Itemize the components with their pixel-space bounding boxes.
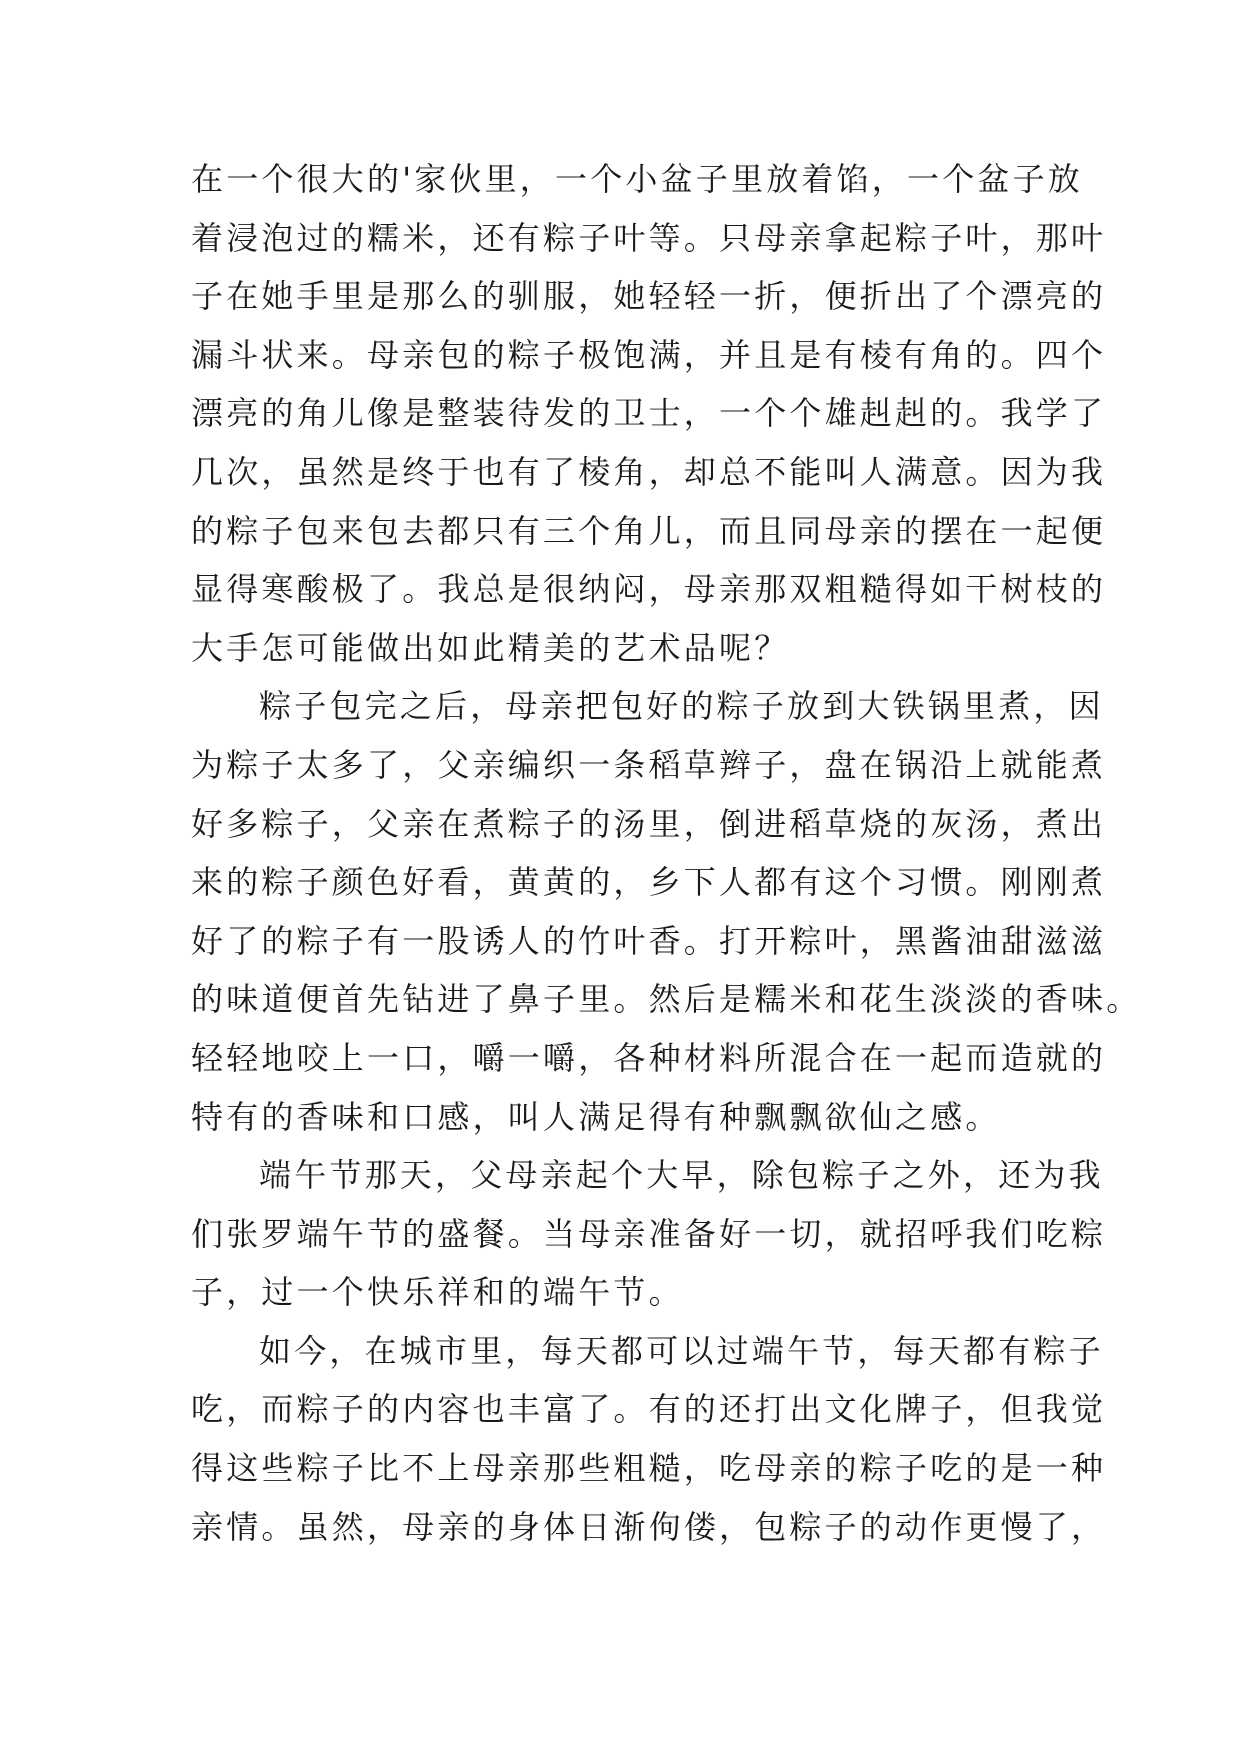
text-line: 好多粽子，父亲在煮粽子的汤里，倒进稻草烧的灰汤，煮出 <box>191 804 1107 843</box>
text-line: 大手怎可能做出如此精美的艺术品呢？ <box>191 628 790 667</box>
text-line: 显得寒酸极了。我总是很纳闷，母亲那双粗糙得如干树枝的 <box>191 570 1107 609</box>
text-line: 特有的香味和口感，叫人满足得有种飘飘欲仙之感。 <box>191 1097 1001 1136</box>
text-line: 得这些粽子比不上母亲那些粗糙，吃母亲的粽子吃的是一种 <box>191 1449 1107 1488</box>
text-line: 们张罗端午节的盛餐。当母亲准备好一切，就招呼我们吃粽 <box>191 1214 1107 1253</box>
text-line: 几次，虽然是终于也有了棱角，却总不能叫人满意。因为我 <box>191 452 1107 491</box>
text-line: 为粽子太多了，父亲编织一条稻草辫子，盘在锅沿上就能煮 <box>191 745 1107 784</box>
document-body-text <box>191 150 1142 1556</box>
text-line: 好了的粽子有一股诱人的竹叶香。打开粽叶，黑酱油甜滋滋 <box>191 921 1107 960</box>
text-line: 子，过一个快乐祥和的端午节。 <box>191 1273 684 1312</box>
text-line: 着浸泡过的糯米，还有粽子叶等。只母亲拿起粽子叶，那叶 <box>191 218 1107 257</box>
text-line: 漂亮的角儿像是整装待发的卫士，一个个雄赳赳的。我学了 <box>191 394 1107 433</box>
paragraph-first-line: 端午节那天，父母亲起个大早，除包粽子之外，还为我 <box>259 1156 1104 1195</box>
text-line: 子在她手里是那么的驯服，她轻轻一折，便折出了个漂亮的 <box>191 277 1107 316</box>
text-line: 的味道便首先钻进了鼻子里。然后是糯米和花生淡淡的香味。 <box>191 980 1142 1019</box>
text-line: 来的粽子颜色好看，黄黄的，乡下人都有这个习惯。刚刚煮 <box>191 863 1107 902</box>
text-line: 的粽子包来包去都只有三个角儿，而且同母亲的摆在一起便 <box>191 511 1107 550</box>
text-line: 亲情。虽然，母亲的身体日渐佝偻，包粽子的动作更慢了， <box>191 1507 1107 1546</box>
text-line: 漏斗状来。母亲包的粽子极饱满，并且是有棱有角的。四个 <box>191 335 1107 374</box>
paragraph-first-line: 粽子包完之后，母亲把包好的粽子放到大铁锅里煮，因 <box>259 687 1104 726</box>
text-line: 轻轻地咬上一口，嚼一嚼，各种材料所混合在一起而造就的 <box>191 1038 1107 1077</box>
paragraph-first-line: 如今，在城市里，每天都可以过端午节，每天都有粽子 <box>259 1331 1104 1370</box>
text-line: 在一个很大的'家伙里，一个小盆子里放着馅，一个盆子放 <box>191 160 1083 198</box>
text-line: 吃，而粽子的内容也丰富了。有的还打出文化牌子，但我觉 <box>191 1390 1107 1429</box>
